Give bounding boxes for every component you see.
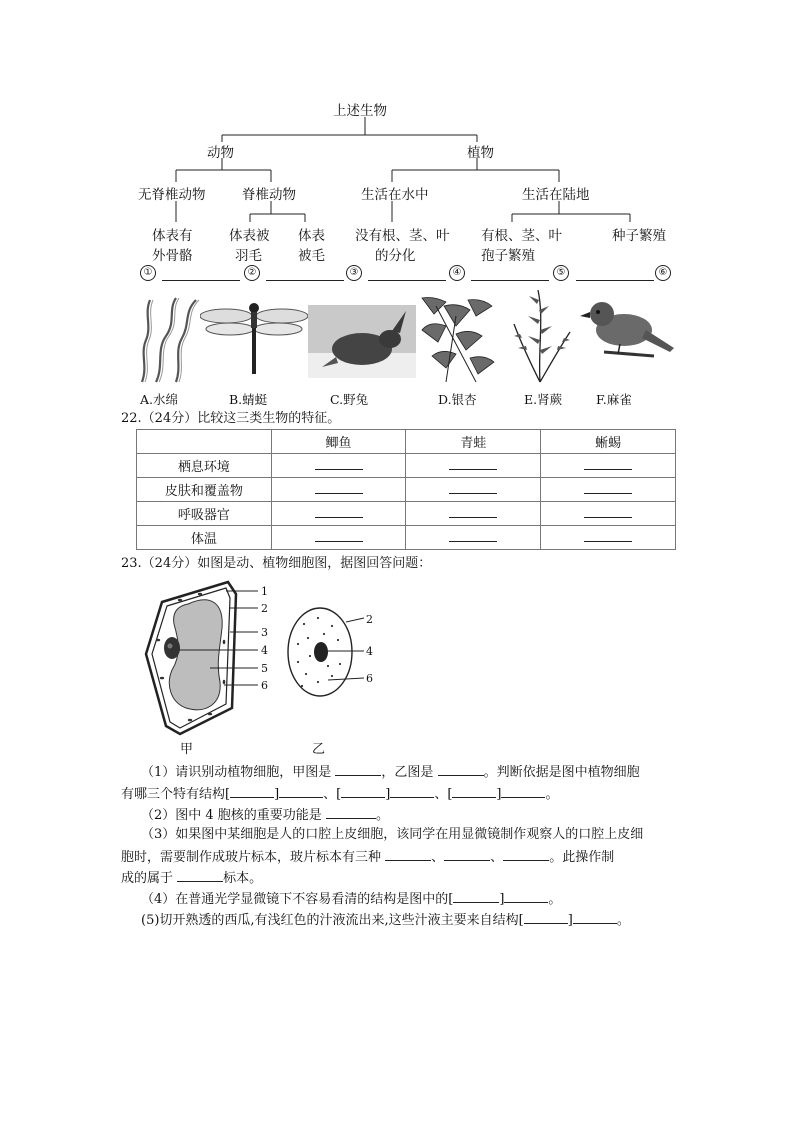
caption-e: E.肾蕨 <box>524 392 563 407</box>
answer-blank[interactable] <box>335 763 381 776</box>
q23-title: 23.（24分）如图是动、植物细胞图，据图回答问题： <box>121 556 432 571</box>
q23-part3-line3: 成的属于 标本。 <box>121 871 263 886</box>
q23-part5: (5)切开熟透的西瓜,有浅红色的汁液流出来,这些汁液主要来自结构[ ] 。 <box>141 913 630 928</box>
fern-image <box>510 288 572 384</box>
leaf-5-line1: 有根、茎、叶 <box>481 228 562 244</box>
caption-f: F.麻雀 <box>596 392 632 407</box>
plant-cell-label-3: 3 <box>261 626 268 639</box>
plant-cell-label-4: 4 <box>261 644 268 657</box>
caption-b: B.蜻蜓 <box>229 392 268 407</box>
comparison-table <box>136 429 676 550</box>
answer-blank[interactable] <box>584 482 632 494</box>
answer-blank[interactable] <box>315 458 363 470</box>
leaf-3-line1: 体表 <box>298 228 325 244</box>
answer-blank[interactable] <box>315 506 363 518</box>
spirogyra-image <box>136 296 202 384</box>
q22-title: 22.（24分）比较这三类生物的特征。 <box>121 411 341 426</box>
table-header-row <box>137 430 676 454</box>
plant-cell-diagram <box>140 578 280 738</box>
leaf-4-line2: 的分化 <box>375 248 416 264</box>
leaf-2-line2: 羽毛 <box>235 248 262 264</box>
answer-blank[interactable] <box>584 530 632 542</box>
tree-root: 上述生物 <box>333 103 387 119</box>
answer-blank[interactable] <box>444 848 490 861</box>
table-row <box>137 454 676 478</box>
animal-cell-label-4: 4 <box>366 645 373 658</box>
answer-blank[interactable] <box>449 458 497 470</box>
blank-2[interactable] <box>266 280 344 281</box>
answer-blank[interactable] <box>584 506 632 518</box>
blank-5[interactable] <box>576 280 654 281</box>
answer-blank[interactable] <box>385 848 431 861</box>
animal-cell-label-6: 6 <box>366 672 373 685</box>
tree-invertebrate: 无脊椎动物 <box>138 187 206 203</box>
answer-blank[interactable] <box>315 482 363 494</box>
q23-part3-line2: 胞时，需要制作成玻片标本，玻片标本有三种 、 、 。此操作制 <box>121 850 615 865</box>
animal-cell-label-2: 2 <box>366 613 373 626</box>
caption-a: A.水绵 <box>140 392 179 407</box>
q23-part1-line1: （1）请识别动植物细胞，甲图是 ，乙图是 。判断依据是图中植物细胞 <box>141 765 640 780</box>
hare-image <box>308 305 416 378</box>
circle-num-5: ⑤ <box>553 265 569 281</box>
leaf-6: 种子繁殖 <box>612 228 666 244</box>
answer-blank[interactable] <box>177 869 223 882</box>
animal-cell-diagram <box>284 604 384 700</box>
table-row <box>137 526 676 550</box>
plant-cell-label-2: 2 <box>261 602 268 615</box>
blank-4[interactable] <box>471 280 549 281</box>
circle-num-1: ① <box>140 265 156 281</box>
answer-blank[interactable] <box>438 763 484 776</box>
plant-cell-label-5: 5 <box>261 662 268 675</box>
answer-blank[interactable] <box>279 785 323 798</box>
sparrow-image <box>576 294 676 364</box>
answer-blank[interactable] <box>449 506 497 518</box>
table-header-cell: 蜥蜴 <box>541 430 676 454</box>
table-row <box>137 478 676 502</box>
q23-part2: （2）图中 4 胞核的重要功能是 。 <box>141 808 389 823</box>
answer-blank[interactable] <box>230 785 274 798</box>
row-label: 栖息环境 <box>137 454 272 478</box>
tree-vertebrate: 脊椎动物 <box>242 187 296 203</box>
leaf-1-line2: 外骨骼 <box>152 248 193 264</box>
q23-part1-line2: 有哪三个特有结构[ ] 、[ ] 、[ ] 。 <box>121 787 559 802</box>
q23-part4: （4）在普通光学显微镜下不容易看清的结构是图中的[ ] 。 <box>141 892 562 907</box>
answer-blank[interactable] <box>501 785 545 798</box>
leaf-2-line1: 体表被 <box>229 228 270 244</box>
answer-blank[interactable] <box>452 785 496 798</box>
figure-label-b: 乙 <box>312 742 326 757</box>
dragonfly-image <box>200 300 308 380</box>
ginkgo-image <box>416 296 498 384</box>
answer-blank[interactable] <box>449 530 497 542</box>
answer-blank[interactable] <box>315 530 363 542</box>
answer-blank[interactable] <box>573 911 617 924</box>
plant-cell-label-1: 1 <box>261 585 268 598</box>
blank-1[interactable] <box>162 280 240 281</box>
answer-blank[interactable] <box>584 458 632 470</box>
circle-num-4: ④ <box>449 265 465 281</box>
answer-blank[interactable] <box>503 848 549 861</box>
tree-animal: 动物 <box>207 145 234 161</box>
circle-num-2: ② <box>244 265 260 281</box>
table-header-cell: 青蛙 <box>406 430 541 454</box>
tree-land: 生活在陆地 <box>522 187 590 203</box>
answer-blank[interactable] <box>341 785 385 798</box>
leaf-1-line1: 体表有 <box>152 228 193 244</box>
leaf-3-line2: 被毛 <box>298 248 325 264</box>
table-row <box>137 502 676 526</box>
row-label: 体温 <box>137 526 272 550</box>
plant-cell-label-6: 6 <box>261 679 268 692</box>
row-label: 呼吸器官 <box>137 502 272 526</box>
table-header-cell <box>137 430 272 454</box>
answer-blank[interactable] <box>504 890 548 903</box>
leaf-4-line1: 没有根、茎、叶 <box>355 228 450 244</box>
answer-blank[interactable] <box>449 482 497 494</box>
circle-num-3: ③ <box>346 265 362 281</box>
row-label: 皮肤和覆盖物 <box>137 478 272 502</box>
blank-3[interactable] <box>368 280 446 281</box>
q23-part3-line1: （3）如果图中某细胞是人的口腔上皮细胞，该同学在用显微镜制作观察人的口腔上皮细 <box>141 827 644 842</box>
answer-blank[interactable] <box>524 911 568 924</box>
answer-blank[interactable] <box>453 890 499 903</box>
table-header-cell: 鲫鱼 <box>271 430 406 454</box>
caption-c: C.野兔 <box>330 392 369 407</box>
answer-blank[interactable] <box>390 785 434 798</box>
leaf-5-line2: 孢子繁殖 <box>481 248 535 264</box>
circle-num-6: ⑥ <box>655 265 671 281</box>
answer-blank[interactable] <box>326 806 376 819</box>
figure-label-a: 甲 <box>180 742 194 757</box>
tree-water: 生活在水中 <box>361 187 429 203</box>
caption-d: D.银杏 <box>438 392 477 407</box>
tree-plant: 植物 <box>467 145 494 161</box>
